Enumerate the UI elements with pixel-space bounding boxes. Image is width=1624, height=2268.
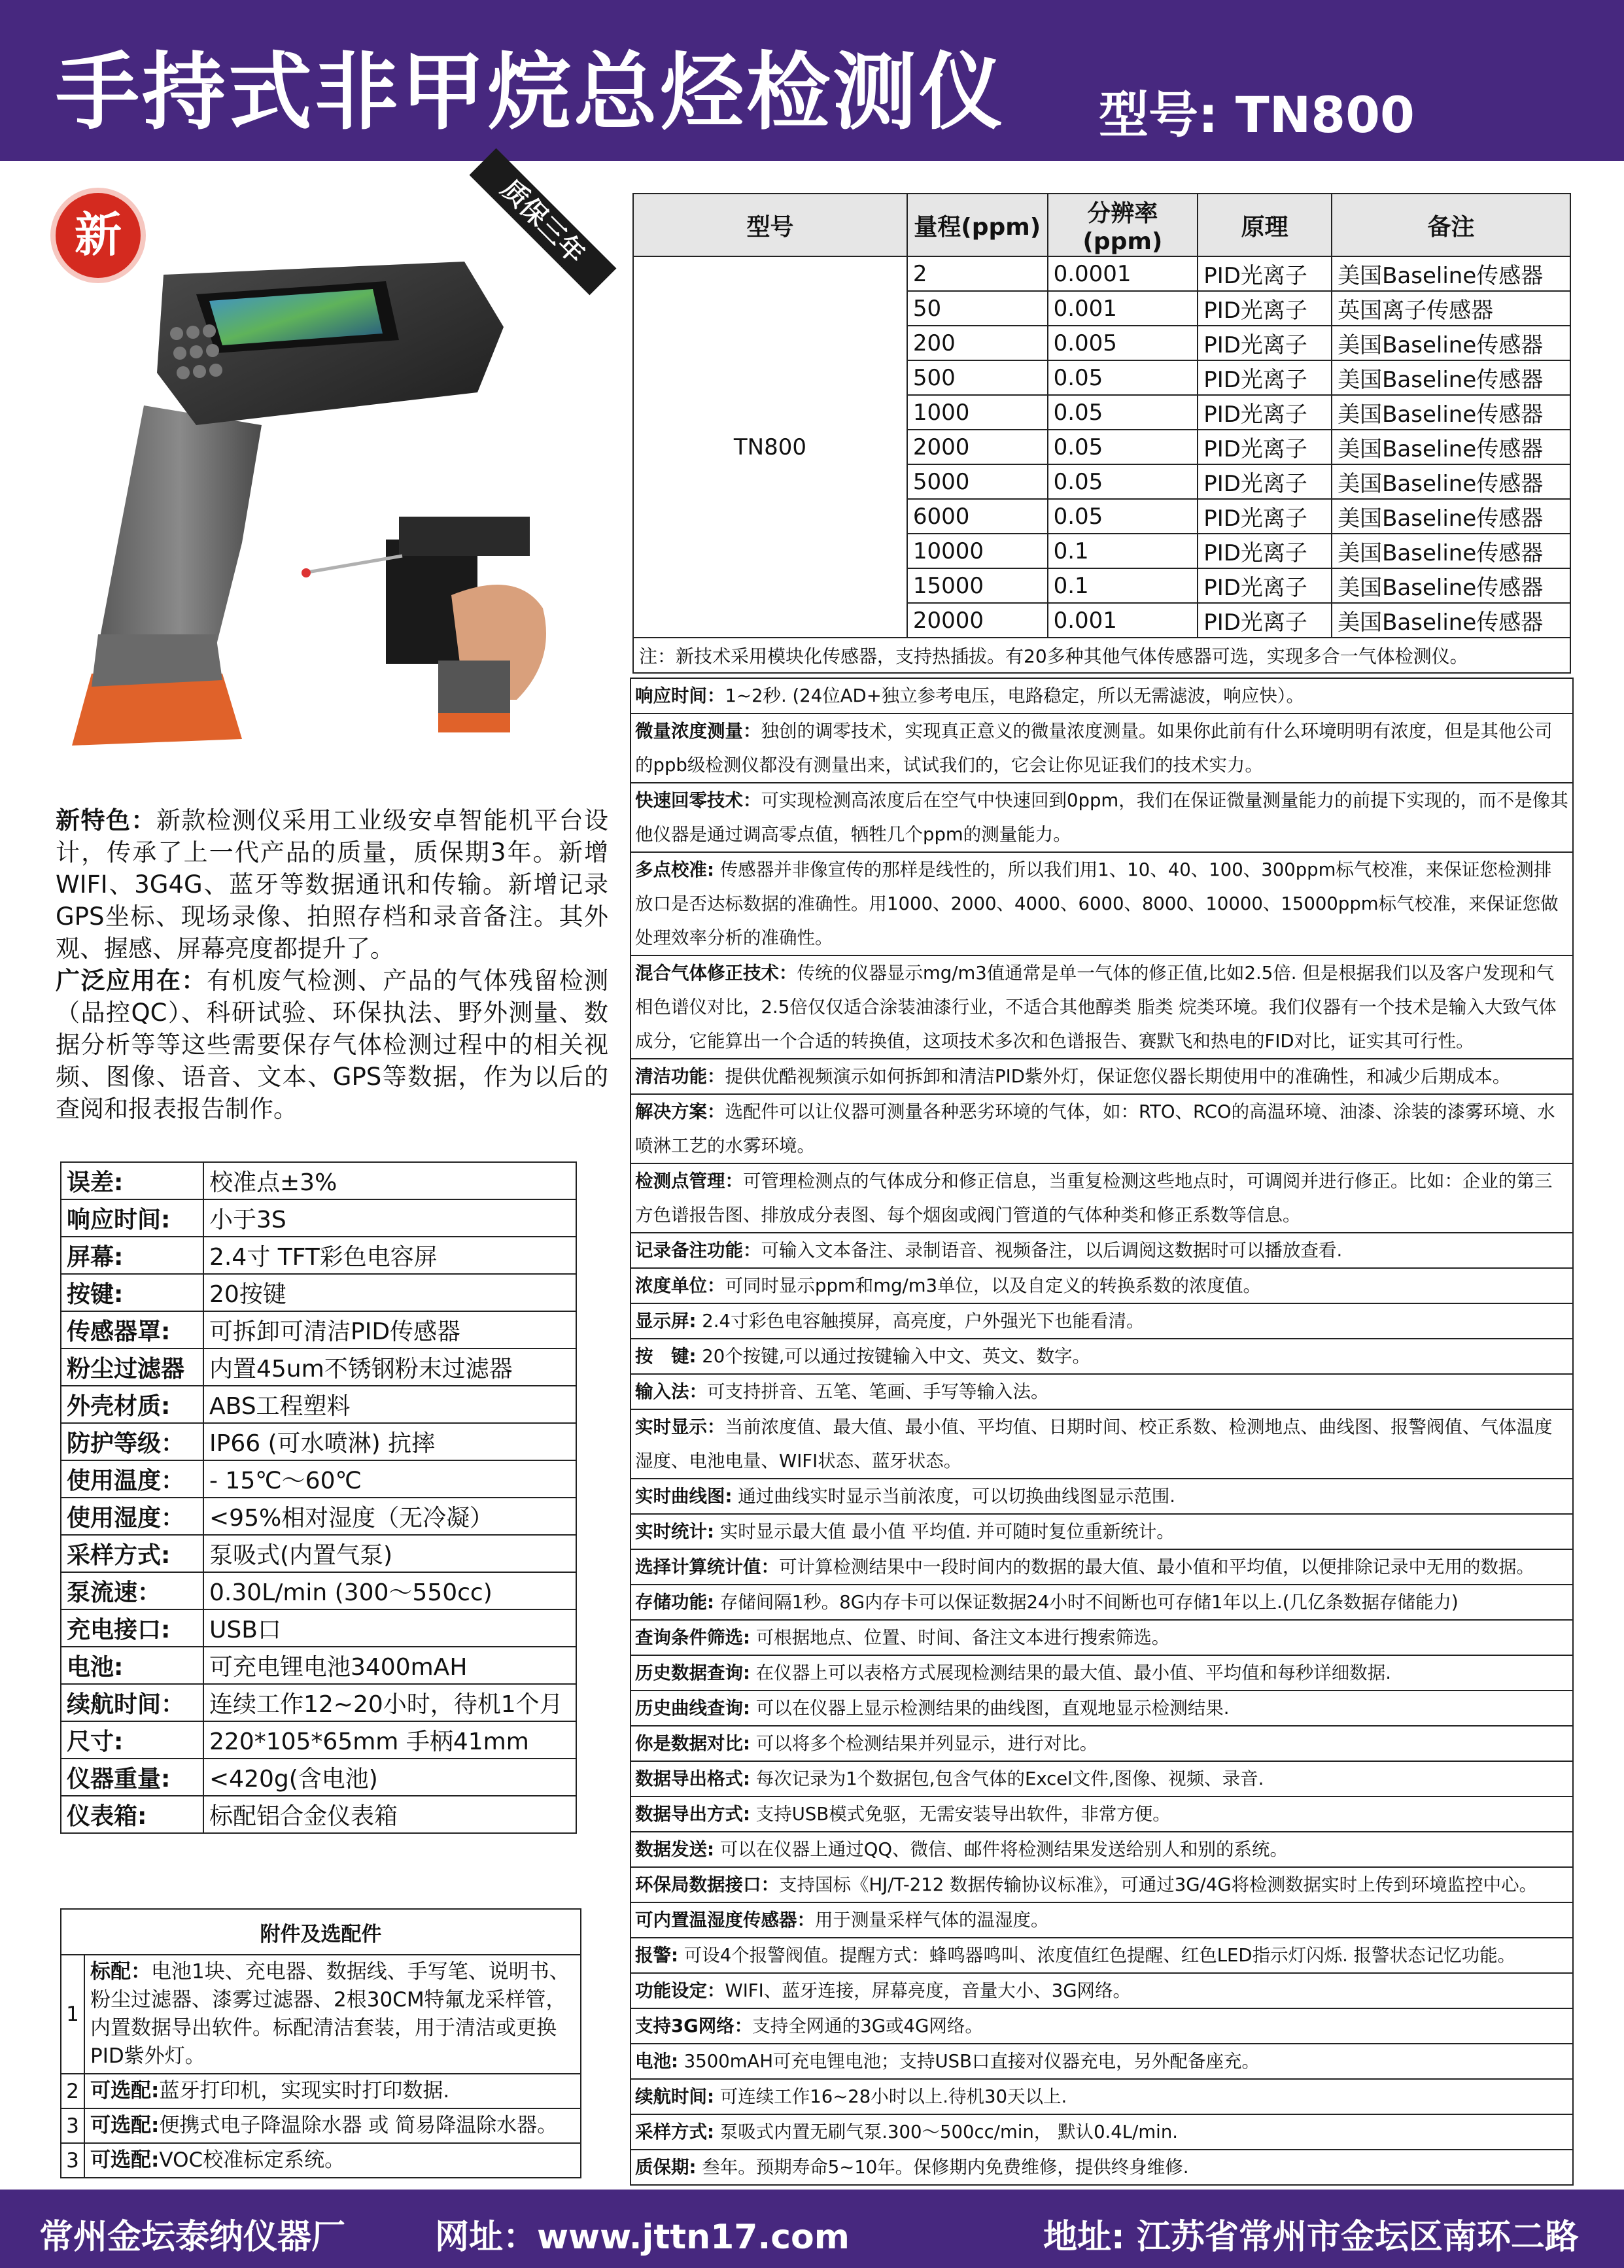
- accessory-cell: [84, 1955, 581, 2074]
- feature-text: 可连续工作16~28小时以上.待机30天以上.: [714, 2086, 1067, 2107]
- range-cell: 1000: [907, 395, 1048, 430]
- table-row: [631, 1761, 1573, 1796]
- feature-cell: [631, 1549, 1573, 1585]
- feature-text: 可管理检测点的气体成分和修正信息，当重复检测这些地点时，可调阅并进行修正。比如：企业的第三方色谱报告图、排放成分表图、每个烟囱或阀门管道的气体种类和修正系数等信息。: [635, 1171, 1553, 1226]
- spec-key: 充电接口:: [61, 1609, 203, 1647]
- feature-label: 输入法：: [635, 1381, 707, 1402]
- feature-text: 可以在仪器上通过QQ、微信、邮件将检测结果发送给别人和别的系统。: [714, 1839, 1288, 1860]
- note-cell: 美国Baseline传感器: [1332, 499, 1570, 534]
- spec-value: 内置45um不锈钢粉末过滤器: [203, 1349, 576, 1386]
- feature-label: 存储功能:: [635, 1592, 714, 1613]
- feature-text: 支持USB模式免驱，无需安装导出软件，非常方便。: [750, 1804, 1171, 1825]
- feature-label: 响应时间：: [635, 685, 725, 706]
- feature-label: 历史曲线查询:: [635, 1698, 750, 1719]
- table-row: [61, 1274, 576, 1311]
- feature-label: 数据发送:: [635, 1839, 714, 1860]
- table-row: [61, 1423, 576, 1460]
- feature-text: 可计算检测结果中一段时间内的数据的最大值、最小值和平均值，以便排除记录中无用的数据。: [779, 1556, 1534, 1577]
- feature-label: 质保期:: [635, 2157, 697, 2178]
- feature-cell: [631, 2114, 1573, 2150]
- table-row: [61, 1647, 576, 1684]
- feature-text: 存储间隔1秒。8G内存卡可以保证数据24小时不间断也可存储1年以上.(几亿条数据存储能力): [714, 1592, 1459, 1613]
- feature-cell: [631, 852, 1573, 955]
- table-row: [631, 1867, 1573, 1902]
- table-header-row: [633, 194, 1570, 256]
- principle-cell: PID光离子: [1198, 499, 1332, 534]
- table-row: [631, 1268, 1573, 1303]
- feature-text: 提供优酷视频演示如何拆卸和清洁PID紫外灯，保证您仪器长期使用中的准确性，和减少后期成本。: [725, 1066, 1511, 1087]
- feature-label: 支持3G网络：: [635, 2016, 753, 2036]
- feature-text: 可以将多个检测结果并列显示，进行对比。: [750, 1733, 1098, 1754]
- resolution-cell: 0.001: [1048, 603, 1198, 638]
- spec-key: 仪表箱:: [61, 1796, 203, 1833]
- feature-cell: [631, 1374, 1573, 1409]
- table-row: [61, 1386, 576, 1423]
- table-row: [61, 1684, 576, 1721]
- feature-text: 选配件可以让仪器可测量各种恶劣环境的气体，如：RTO、RCO的高温环境、油漆、涂装的漆雾环境、水喷淋工艺的水雾环境。: [635, 1101, 1555, 1156]
- spec-value: 小于3S: [203, 1199, 576, 1237]
- model-table: [632, 193, 1571, 674]
- model-label: 型号: TN800: [1099, 86, 1415, 144]
- feature-label: 历史数据查询:: [635, 1662, 750, 1683]
- table-row: [631, 1973, 1573, 2008]
- intro-body: 有机废气检测、产品的气体残留检测（品控QC）、科研试验、环保执法、野外测量、数据分析等等这些需要保存气体检测过程中的相关视频、图像、语音、文本、GPS等数据，作为以后的查阅和报表报告制作。: [56, 967, 609, 1123]
- feature-text: 用于测量采样气体的温湿度。: [815, 1910, 1049, 1931]
- accessory-label: 可选配:: [90, 2079, 160, 2103]
- spec-key: 使用温度：: [61, 1460, 203, 1498]
- table-row: [61, 1759, 576, 1796]
- table-row: [61, 1162, 576, 1199]
- feature-label: 你是数据对比:: [635, 1733, 750, 1754]
- table-row: [631, 1938, 1573, 1973]
- spec-value: 连续工作12~20小时，待机1个月: [203, 1684, 576, 1721]
- feature-label: 电池:: [635, 2051, 678, 2072]
- spec-key: 采样方式:: [61, 1535, 203, 1572]
- note-cell: 美国Baseline传感器: [1332, 430, 1570, 464]
- accessory-label: 可选配:: [90, 2148, 160, 2172]
- table-row: [61, 1199, 576, 1237]
- feature-label: 多点校准:: [635, 859, 714, 880]
- intro-label: 新特色：: [56, 806, 156, 834]
- column-header: 备注: [1332, 194, 1570, 256]
- intro-body: 新款检测仪采用工业级安卓智能机平台设计，传承了上一代产品的质量，质保期3年。新增WIFI、3G4G、蓝牙等数据通讯和传输。新增记录GPS坐标、现场录像、拍照存档和录音备注。其外观、握感、屏幕亮度都提升了。: [56, 806, 609, 963]
- feature-text: 在仪器上可以表格方式展现检测结果的最大值、最小值、平均值和每秒详细数据.: [750, 1662, 1391, 1683]
- feature-cell: [631, 1585, 1573, 1620]
- spec-key: 屏幕:: [61, 1237, 203, 1274]
- principle-cell: PID光离子: [1198, 534, 1332, 568]
- spec-key: 粉尘过滤器: [61, 1349, 203, 1386]
- principle-cell: PID光离子: [1198, 291, 1332, 326]
- resolution-cell: 0.005: [1048, 326, 1198, 360]
- feature-label: 选择计算统计值：: [635, 1556, 779, 1577]
- feature-cell: [631, 2008, 1573, 2044]
- feature-text: 3500mAH可充电锂电池；支持USB口直接对仪器充电，另外配备座充。: [678, 2051, 1260, 2072]
- row-number: 2: [61, 2074, 84, 2108]
- feature-label: 数据导出方式:: [635, 1804, 750, 1825]
- feature-cell: [631, 678, 1573, 713]
- accessory-text: VOC校准标定系统。: [159, 2148, 345, 2172]
- table-row: [631, 2150, 1573, 2185]
- spec-value: 可充电锂电池3400mAH: [203, 1647, 576, 1684]
- table-row: [631, 1479, 1573, 1514]
- spec-key: 响应时间:: [61, 1199, 203, 1237]
- feature-cell: [631, 955, 1573, 1059]
- spec-value: <95%相对湿度（无冷凝）: [203, 1498, 576, 1535]
- accessory-label: 标配：: [90, 1960, 151, 1984]
- feature-label: 解决方案：: [635, 1101, 725, 1122]
- feature-cell: [631, 1655, 1573, 1691]
- table-row: [631, 1832, 1573, 1867]
- column-header: 原理: [1198, 194, 1332, 256]
- feature-label: 清洁功能：: [635, 1066, 725, 1087]
- footer-address: 地址: 江苏省常州市金坛区南环二路: [1043, 2218, 1579, 2257]
- table-row: [631, 852, 1573, 955]
- principle-cell: PID光离子: [1198, 256, 1332, 291]
- feature-text: 叁年。预期寿命5~10年。保修期内免费维修，提供终身维修.: [696, 2157, 1189, 2178]
- spec-value: 0.30L/min (300～550cc): [203, 1572, 576, 1609]
- feature-label: 查询条件筛选:: [635, 1627, 750, 1648]
- spec-key: 误差:: [61, 1162, 203, 1199]
- principle-cell: PID光离子: [1198, 430, 1332, 464]
- feature-cell: [631, 1339, 1573, 1374]
- table-row: [631, 1620, 1573, 1655]
- table-header-row: [61, 1909, 581, 1955]
- spec-table: [60, 1161, 577, 1834]
- table-row: [631, 1691, 1573, 1726]
- feature-text: 1~2秒. (24位AD+独立参考电压，电路稳定，所以无需滤波，响应快）。: [725, 685, 1305, 706]
- spec-key: 使用湿度：: [61, 1498, 203, 1535]
- row-number: 1: [61, 1955, 84, 2074]
- feature-text: 独创的调零技术，实现真正意义的微量浓度测量。如果你此前有什么环境明明有浓度，但是其他公司的ppb级检测仪都没有测量出来，试试我们的，它会让你见证我们的技术实力。: [635, 721, 1553, 776]
- spec-key: 外壳材质:: [61, 1386, 203, 1423]
- note-cell: 美国Baseline传感器: [1332, 464, 1570, 499]
- feature-text: 20个按键,可以通过按键输入中文、英文、数字。: [696, 1346, 1090, 1367]
- principle-cell: PID光离子: [1198, 326, 1332, 360]
- table-row: [61, 2074, 581, 2108]
- range-cell: 200: [907, 326, 1048, 360]
- feature-text: 可以在仪器上显示检测结果的曲线图，直观地显示检测结果.: [750, 1698, 1230, 1719]
- resolution-cell: 0.05: [1048, 360, 1198, 395]
- model-cell: TN800: [633, 256, 907, 638]
- table-row: [631, 1796, 1573, 1832]
- feature-label: 可内置温湿度传感器：: [635, 1910, 815, 1931]
- table-row: [61, 1535, 576, 1572]
- column-header: 分辨率(ppm): [1048, 194, 1198, 256]
- feature-cell: [631, 1973, 1573, 2008]
- table-row: [633, 638, 1570, 673]
- feature-cell: [631, 1059, 1573, 1094]
- feature-cell: [631, 1902, 1573, 1938]
- table-row: [61, 2108, 581, 2143]
- feature-label: 显示屏:: [635, 1311, 697, 1332]
- accessory-text: 电池1块、充电器、数据线、手写笔、说明书、粉尘过滤器、漆雾过滤器、2根30CM特氟龙采样管，内置数据导出软件。标配清洁套装，用于清洁或更换PID紫外灯。: [90, 1960, 570, 2068]
- accessory-label: 可选配:: [90, 2114, 160, 2137]
- feature-cell: [631, 1479, 1573, 1514]
- table-row: [631, 678, 1573, 713]
- spec-value: 校准点±3%: [203, 1162, 576, 1199]
- spec-key: 电池:: [61, 1647, 203, 1684]
- feature-cell: [631, 1409, 1573, 1479]
- feature-cell: [631, 1938, 1573, 1973]
- feature-text: 泵吸式内置无刷气泵.300～500cc/min， 默认0.4L/min.: [714, 2122, 1178, 2142]
- range-cell: 5000: [907, 464, 1048, 499]
- feature-text: 支持全网通的3G或4G网络。: [752, 2016, 983, 2036]
- accessories-title: 附件及选配件: [61, 1909, 581, 1955]
- note-cell: 美国Baseline传感器: [1332, 256, 1570, 291]
- feature-cell: [631, 1268, 1573, 1303]
- feature-text: 支持国标《HJ/T-212 数据传输协议标准》，可通过3G/4G将检测数据实时上传到环境监控中心。: [779, 1874, 1538, 1895]
- feature-text: 可同时显示ppm和mg/m3单位，以及自定义的转换系数的浓度值。: [725, 1275, 1261, 1296]
- header-banner: [0, 0, 1624, 161]
- feature-cell: [631, 1691, 1573, 1726]
- table-row: [631, 955, 1573, 1059]
- accessory-cell: [84, 2108, 581, 2143]
- intro-text: [56, 804, 608, 1125]
- range-cell: 500: [907, 360, 1048, 395]
- spec-key: 防护等级：: [61, 1423, 203, 1460]
- range-cell: 20000: [907, 603, 1048, 638]
- feature-label: 采样方式:: [635, 2122, 714, 2142]
- accessory-cell: [84, 2143, 581, 2178]
- table-row: [631, 2079, 1573, 2114]
- table-row: [631, 1409, 1573, 1479]
- table-row: [61, 1796, 576, 1833]
- table-row: [631, 2114, 1573, 2150]
- spec-value: 可拆卸可清洁PID传感器: [203, 1311, 576, 1349]
- feature-label: 快速回零技术：: [635, 790, 761, 811]
- feature-text: 可根据地点、位置、时间、备注文本进行搜索筛选。: [750, 1627, 1170, 1648]
- column-header: 量程(ppm): [907, 194, 1048, 256]
- table-row: [61, 1237, 576, 1274]
- table-row: [631, 783, 1573, 852]
- intro-label: 广泛应用在：: [56, 967, 207, 995]
- table-row: [631, 1303, 1573, 1339]
- principle-cell: PID光离子: [1198, 464, 1332, 499]
- table-row: [61, 1609, 576, 1647]
- spec-key: 传感器罩:: [61, 1311, 203, 1349]
- feature-text: 传统的仪器显示mg/m3值通常是单一气体的修正值,比如2.5倍. 但是根据我们以及客户发现和气相色谱仪对比，2.5倍仅仅适合涂装油漆行业，不适合其他醇类 脂类 烷类环境。我们仪器有一个技术是输入大致气体成分，它能算出一个合适的转换值，这项技术多次和色谱报告、赛默飞和热电的FID对比，证实其可行性。: [635, 963, 1557, 1052]
- resolution-cell: 0.1: [1048, 534, 1198, 568]
- resolution-cell: 0.05: [1048, 464, 1198, 499]
- table-row: [631, 1549, 1573, 1585]
- resolution-cell: 0.05: [1048, 395, 1198, 430]
- feature-label: 续航时间:: [635, 2086, 714, 2107]
- range-cell: 15000: [907, 568, 1048, 603]
- resolution-cell: 0.05: [1048, 430, 1198, 464]
- accessories-table: [60, 1908, 581, 2178]
- feature-cell: [631, 1867, 1573, 1902]
- range-cell: 50: [907, 291, 1048, 326]
- feature-label: 微量浓度测量：: [635, 721, 761, 742]
- table-row: [61, 1311, 576, 1349]
- spec-value: USB口: [203, 1609, 576, 1647]
- feature-text: 可输入文本备注、录制语音、视频备注，以后调阅这数据时可以播放查看.: [761, 1240, 1343, 1261]
- table-row: [633, 256, 1570, 291]
- feature-cell: [631, 713, 1573, 783]
- table-row: [61, 1721, 576, 1759]
- feature-text: 每次记录为1个数据包,包含气体的Excel文件,图像、视频、录音.: [750, 1768, 1264, 1789]
- feature-text: 2.4寸彩色电容触摸屏，高亮度，户外强光下也能看清。: [696, 1311, 1145, 1332]
- page-title: 手持式非甲烷总烃检测仪: [56, 44, 1006, 141]
- feature-cell: [631, 2150, 1573, 2185]
- feature-text: 当前浓度值、最大值、最小值、平均值、日期时间、校正系数、检测地点、曲线图、报警阀值、气体温度湿度、电池电量、WIFI状态、蓝牙状态。: [635, 1417, 1553, 1471]
- table-row: [631, 1585, 1573, 1620]
- range-cell: 6000: [907, 499, 1048, 534]
- table-row: [61, 1349, 576, 1386]
- note-cell: 英国离子传感器: [1332, 291, 1570, 326]
- spec-key: 仪器重量:: [61, 1759, 203, 1796]
- table-row: [631, 1902, 1573, 1938]
- spec-value: 泵吸式(内置气泵): [203, 1535, 576, 1572]
- feature-label: 记录备注功能：: [635, 1240, 761, 1261]
- principle-cell: PID光离子: [1198, 360, 1332, 395]
- warranty-ribbon: 质保三年: [470, 148, 617, 296]
- spec-key: 按键:: [61, 1274, 203, 1311]
- table-row: [631, 1163, 1573, 1233]
- feature-cell: [631, 1163, 1573, 1233]
- footer-company: 常州金坛泰纳仪器厂: [39, 2218, 346, 2257]
- feature-label: 实时曲线图:: [635, 1486, 733, 1507]
- feature-cell: [631, 1796, 1573, 1832]
- table-row: [631, 1655, 1573, 1691]
- principle-cell: PID光离子: [1198, 603, 1332, 638]
- feature-text: 可设4个报警阀值。提醒方式：蜂鸣器鸣叫、浓度值红色提醒、红色LED指示灯闪烁. 报警状态记忆功能。: [678, 1945, 1516, 1966]
- resolution-cell: 0.05: [1048, 499, 1198, 534]
- feature-cell: [631, 1233, 1573, 1268]
- resolution-cell: 0.1: [1048, 568, 1198, 603]
- feature-label: 检测点管理：: [635, 1171, 743, 1192]
- note-cell: 美国Baseline传感器: [1332, 568, 1570, 603]
- spec-value: ABS工程塑料: [203, 1386, 576, 1423]
- table-row: [631, 2044, 1573, 2079]
- principle-cell: PID光离子: [1198, 395, 1332, 430]
- feature-label: 浓度单位：: [635, 1275, 725, 1296]
- feature-table: [630, 678, 1574, 2186]
- row-number: 3: [61, 2108, 84, 2143]
- feature-text: 可实现检测高浓度后在空气中快速回到0ppm，我们在保证微量测量能力的前提下实现的，而不是像其他仪器是通过调高零点值，牺牲几个ppm的测量能力。: [635, 790, 1568, 845]
- feature-text: 通过曲线实时显示当前浓度，可以切换曲线图显示范围.: [732, 1486, 1175, 1507]
- feature-text: 传感器并非像宣传的那样是线性的，所以我们用1、10、40、100、300ppm标气校准，来保证您检测排放口是否达标数据的准确性。用1000、2000、4000、6000、8000、10000、15000ppm标气校准，来保证您做处理效率分析的准确性。: [635, 859, 1559, 948]
- resolution-cell: 0.0001: [1048, 256, 1198, 291]
- table-row: [61, 1498, 576, 1535]
- feature-cell: [631, 783, 1573, 852]
- feature-label: 报警:: [635, 1945, 678, 1966]
- feature-cell: [631, 1303, 1573, 1339]
- feature-cell: [631, 1514, 1573, 1549]
- new-badge: 新: [56, 193, 141, 278]
- spec-key: 泵流速：: [61, 1572, 203, 1609]
- resolution-cell: 0.001: [1048, 291, 1198, 326]
- table-row: [631, 1094, 1573, 1163]
- spec-key: 续航时间：: [61, 1684, 203, 1721]
- spec-key: 尺寸:: [61, 1721, 203, 1759]
- table-row: [631, 713, 1573, 783]
- table-row: [631, 2008, 1573, 2044]
- feature-text: 可支持拼音、五笔、笔画、手写等输入法。: [707, 1381, 1049, 1402]
- table-row: [61, 2143, 581, 2178]
- accessory-text: 蓝牙打印机，实现实时打印数据.: [159, 2079, 450, 2103]
- table-row: [631, 1514, 1573, 1549]
- note-cell: 美国Baseline传感器: [1332, 326, 1570, 360]
- feature-cell: [631, 1094, 1573, 1163]
- table-row: [631, 1726, 1573, 1761]
- feature-label: 按 键:: [635, 1346, 697, 1367]
- feature-label: 混合气体修正技术：: [635, 963, 797, 984]
- table-row: [61, 1572, 576, 1609]
- spec-value: 220*105*65mm 手柄41mm: [203, 1721, 576, 1759]
- intro-paragraph: [56, 804, 608, 965]
- range-cell: 2: [907, 256, 1048, 291]
- table-row: [631, 1339, 1573, 1374]
- footer-banner: [0, 2190, 1624, 2268]
- note-cell: 美国Baseline传感器: [1332, 360, 1570, 395]
- table-footnote: 注：新技术采用模块化传感器，支持热插拔。有20多种其他气体传感器可选，实现多合一气体检测仪。: [633, 638, 1570, 673]
- spec-value: 20按键: [203, 1274, 576, 1311]
- note-cell: 美国Baseline传感器: [1332, 603, 1570, 638]
- range-cell: 2000: [907, 430, 1048, 464]
- feature-label: 实时统计:: [635, 1521, 714, 1542]
- feature-label: 实时显示：: [635, 1417, 725, 1437]
- spec-value: - 15℃～60℃: [203, 1460, 576, 1498]
- spec-value: 标配铝合金仪表箱: [203, 1796, 576, 1833]
- table-row: [631, 1059, 1573, 1094]
- feature-cell: [631, 2079, 1573, 2114]
- feature-text: WIFI、蓝牙连接，屏幕亮度，音量大小、3G网络。: [725, 1980, 1132, 2001]
- table-row: [631, 1374, 1573, 1409]
- range-cell: 10000: [907, 534, 1048, 568]
- note-cell: 美国Baseline传感器: [1332, 534, 1570, 568]
- feature-cell: [631, 2044, 1573, 2079]
- accessory-cell: [84, 2074, 581, 2108]
- spec-value: <420g(含电池): [203, 1759, 576, 1796]
- accessory-text: 便携式电子降温除水器 或 简易降温除水器。: [159, 2114, 558, 2137]
- table-row: [631, 1233, 1573, 1268]
- feature-cell: [631, 1726, 1573, 1761]
- feature-text: 实时显示最大值 最小值 平均值. 并可随时复位重新统计。: [714, 1521, 1175, 1542]
- feature-cell: [631, 1620, 1573, 1655]
- feature-label: 数据导出格式:: [635, 1768, 750, 1789]
- product-photo: [46, 177, 615, 765]
- footer-website[interactable]: 网址：www.jttn17.com: [435, 2218, 850, 2257]
- feature-label: 功能设定：: [635, 1980, 725, 2001]
- spec-value: 2.4寸 TFT彩色电容屏: [203, 1237, 576, 1274]
- table-row: [61, 1460, 576, 1498]
- row-number: 3: [61, 2143, 84, 2178]
- feature-cell: [631, 1832, 1573, 1867]
- principle-cell: PID光离子: [1198, 568, 1332, 603]
- table-row: [61, 1955, 581, 2074]
- intro-paragraph: [56, 965, 608, 1125]
- note-cell: 美国Baseline传感器: [1332, 395, 1570, 430]
- feature-label: 环保局数据接口：: [635, 1874, 779, 1895]
- spec-value: IP66 (可水喷淋) 抗摔: [203, 1423, 576, 1460]
- column-header: 型号: [633, 194, 907, 256]
- feature-cell: [631, 1761, 1573, 1796]
